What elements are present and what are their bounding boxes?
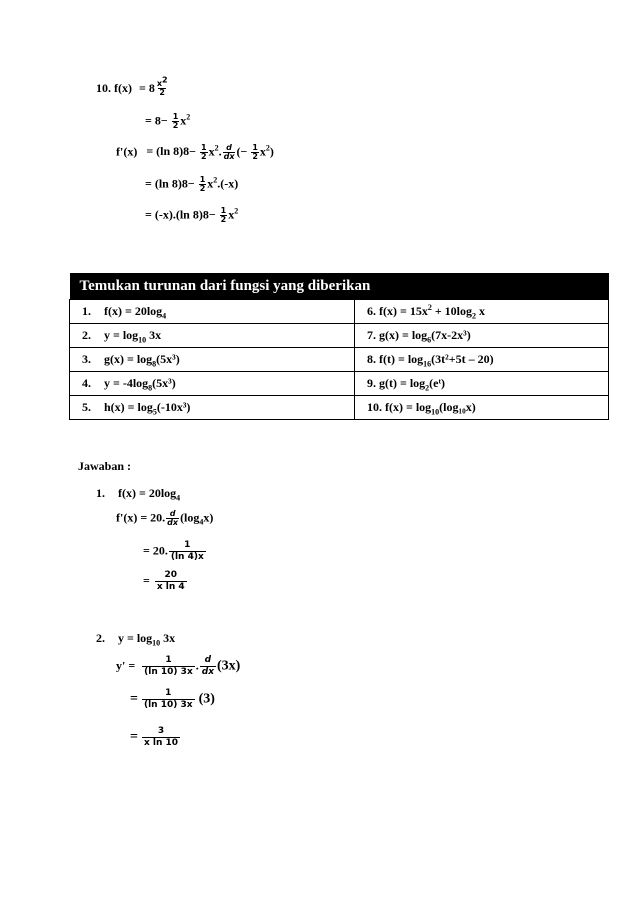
- d-den: dx: [167, 518, 179, 527]
- fprime-end: x): [203, 510, 214, 525]
- fraction: [155, 570, 187, 593]
- item-text: f(x) = 20log: [104, 304, 163, 318]
- example10-label: 10. f(x): [96, 81, 132, 95]
- statement: y = log: [118, 631, 153, 645]
- fraction: [142, 688, 195, 711]
- half-fraction: [199, 176, 207, 193]
- frac-den: x ln 4: [156, 582, 185, 592]
- item-text: 10. f(x) = log: [367, 400, 432, 414]
- sup-2: 2: [186, 112, 191, 122]
- item-number: 2.: [82, 328, 91, 342]
- fraction: [142, 726, 180, 749]
- exp-den: 2: [159, 88, 165, 97]
- item-text: 6. f(x) = 15x: [367, 304, 428, 318]
- x: x: [207, 176, 214, 191]
- half-fraction: [251, 144, 259, 161]
- item-sub: 16: [423, 359, 432, 369]
- example10-line4: [145, 176, 238, 193]
- table-header-row: [70, 273, 609, 300]
- example10-line1: [96, 75, 170, 97]
- table-cell-right: [355, 300, 609, 324]
- item-text: 8. f(t) = log: [367, 352, 424, 366]
- item-sub: 2: [425, 383, 430, 393]
- item-number: 1.: [96, 486, 105, 500]
- paren-close: ): [269, 144, 274, 159]
- table-row: [70, 396, 609, 420]
- derivative-operator: [223, 144, 236, 161]
- half-num: 1: [252, 143, 258, 152]
- frac-num: 1: [165, 655, 172, 665]
- item-tail: + 10log: [431, 304, 472, 318]
- sub: 10: [152, 638, 161, 648]
- step1: = 8: [145, 113, 161, 128]
- step4: = (-x).(ln 8)8: [145, 207, 209, 222]
- item-sub: 8: [152, 359, 157, 369]
- example10-line2: [145, 113, 190, 130]
- sub: 4: [176, 493, 181, 503]
- frac-den: (ln 10) 3x: [144, 667, 193, 677]
- step2: = 20.: [143, 543, 168, 558]
- exp-sup: 2: [162, 75, 168, 85]
- item-sub: 6: [427, 335, 432, 345]
- exp-num: x: [156, 79, 163, 88]
- table-header: Temukan turunan dari fungsi yang diberikan: [70, 273, 609, 300]
- exponent-fraction: [156, 75, 169, 97]
- example10-line3: [116, 144, 274, 161]
- frac-den: (ln 4)x: [170, 552, 204, 562]
- frac-num: 20: [164, 570, 178, 580]
- table-cell-left: [70, 300, 355, 324]
- item-text: y = log: [104, 328, 139, 342]
- d-den: dx: [223, 152, 235, 161]
- answer1-step2: [143, 540, 207, 563]
- frac-num: 1: [184, 540, 191, 550]
- item-sub: 10: [431, 407, 440, 417]
- table-cell-right: [355, 348, 609, 372]
- half-num: 1: [199, 175, 206, 184]
- item-tail: (5x³): [156, 352, 180, 366]
- exercise-table: [69, 273, 609, 420]
- fprime: f'(x) = 20.: [116, 510, 166, 525]
- item-sub: 5: [152, 407, 157, 417]
- half-den: 2: [172, 121, 179, 130]
- frac-den: (ln 10) 3x: [143, 700, 193, 710]
- half-num: 1: [201, 143, 207, 152]
- table-row: [70, 300, 609, 324]
- minus: −: [208, 207, 216, 222]
- answer2-statement: [96, 631, 176, 648]
- sub: 4: [199, 517, 204, 527]
- table-row: [70, 324, 609, 348]
- x: x: [228, 207, 235, 222]
- yprime-tail: (3x): [217, 658, 241, 674]
- example10-line5: [145, 207, 238, 224]
- item-number: 3.: [82, 352, 91, 366]
- item-sub: 8: [148, 383, 153, 393]
- item-end: (eᵗ): [429, 376, 446, 390]
- answer1-step3: [143, 570, 188, 593]
- step3: =: [130, 729, 138, 745]
- table-cell-left: [70, 348, 355, 372]
- item-tail: (5x³): [152, 376, 176, 390]
- item-text: g(x) = log: [104, 352, 153, 366]
- half-fraction: [200, 144, 208, 161]
- table-cell-left: [70, 324, 355, 348]
- fraction: [169, 540, 206, 563]
- sup-2: 2: [234, 206, 239, 216]
- item-end: (3t²+5t – 20): [431, 352, 494, 366]
- step2-tail: (3): [198, 691, 215, 707]
- answer2-step3: [130, 726, 181, 749]
- minus: −: [187, 176, 195, 191]
- statement-tail: 3x: [160, 631, 176, 645]
- item-number: 5.: [82, 400, 91, 414]
- half-den: 2: [199, 184, 206, 193]
- fprime-label: f'(x): [116, 144, 138, 159]
- half-den: 2: [252, 152, 258, 161]
- half-fraction: [172, 113, 180, 130]
- frac-den: x ln 10: [143, 738, 179, 748]
- step3: = (ln 8)8: [145, 176, 188, 191]
- dot: .: [195, 658, 199, 673]
- sup-2: 2: [214, 143, 219, 153]
- x: x: [259, 144, 266, 159]
- d-den: dx: [201, 667, 214, 677]
- item-sub: 10: [138, 335, 147, 345]
- item-number: 1.: [82, 304, 91, 318]
- frac-num: 1: [165, 688, 172, 698]
- fprime-rhs: = (ln 8)8: [146, 144, 190, 159]
- base: 8: [148, 81, 155, 95]
- item-sub: 4: [162, 311, 167, 321]
- derivative-operator: [166, 510, 179, 527]
- frac-num: 3: [157, 726, 165, 736]
- half-num: 1: [172, 112, 179, 121]
- d-num: d: [169, 509, 176, 518]
- table-cell-left: [70, 396, 355, 420]
- x: x: [180, 113, 187, 128]
- answers-heading: Jawaban :: [78, 459, 132, 473]
- half-fraction: [220, 207, 228, 224]
- item-end: x: [476, 304, 485, 318]
- answer2-step2: [130, 688, 215, 711]
- d-num: d: [226, 143, 232, 152]
- answer1-statement: [96, 486, 181, 503]
- item-end: (7x-2x³): [431, 328, 471, 342]
- sup-2: 2: [213, 175, 218, 185]
- fprime-tail: (log: [180, 510, 200, 525]
- minus: −: [160, 113, 168, 128]
- item-sup: 2: [427, 303, 432, 312]
- dot: .: [218, 144, 222, 159]
- sup-2: 2: [265, 143, 270, 153]
- half-num: 1: [220, 206, 227, 215]
- item-text: 9. g(t) = log: [367, 376, 426, 390]
- step3: =: [143, 573, 150, 588]
- derivative-operator: [200, 655, 216, 678]
- item-sub: 2: [472, 311, 476, 321]
- half-den: 2: [201, 152, 207, 161]
- table-row: [70, 372, 609, 396]
- table-row: [70, 348, 609, 372]
- item-text: 7. g(x) = log: [367, 328, 428, 342]
- item-number: 4.: [82, 376, 91, 390]
- item-text: h(x) = log: [104, 400, 153, 414]
- fraction: [142, 655, 195, 678]
- yprime: y' =: [116, 658, 136, 673]
- item-tail: (-10x³): [156, 400, 191, 414]
- item-number: 2.: [96, 631, 105, 645]
- half-den: 2: [220, 215, 227, 224]
- d-num: d: [204, 655, 212, 665]
- answer1-derivative: [116, 510, 213, 527]
- answer2-derivative: [116, 655, 240, 678]
- table-cell-right: [355, 324, 609, 348]
- item-text: y = -4log: [104, 376, 149, 390]
- paren-open: (−: [236, 144, 248, 159]
- table-cell-left: [70, 372, 355, 396]
- step2: =: [130, 691, 138, 707]
- table-cell-right: [355, 372, 609, 396]
- statement: f(x) = 20log: [118, 486, 177, 500]
- x: x: [208, 144, 215, 159]
- table-cell-right: [355, 396, 609, 420]
- item-end: (log₁₀x): [439, 400, 476, 414]
- equals: =: [139, 81, 146, 95]
- minus: −: [189, 144, 197, 159]
- step3-tail: .(-x): [217, 176, 239, 191]
- item-tail: 3x: [146, 328, 162, 342]
